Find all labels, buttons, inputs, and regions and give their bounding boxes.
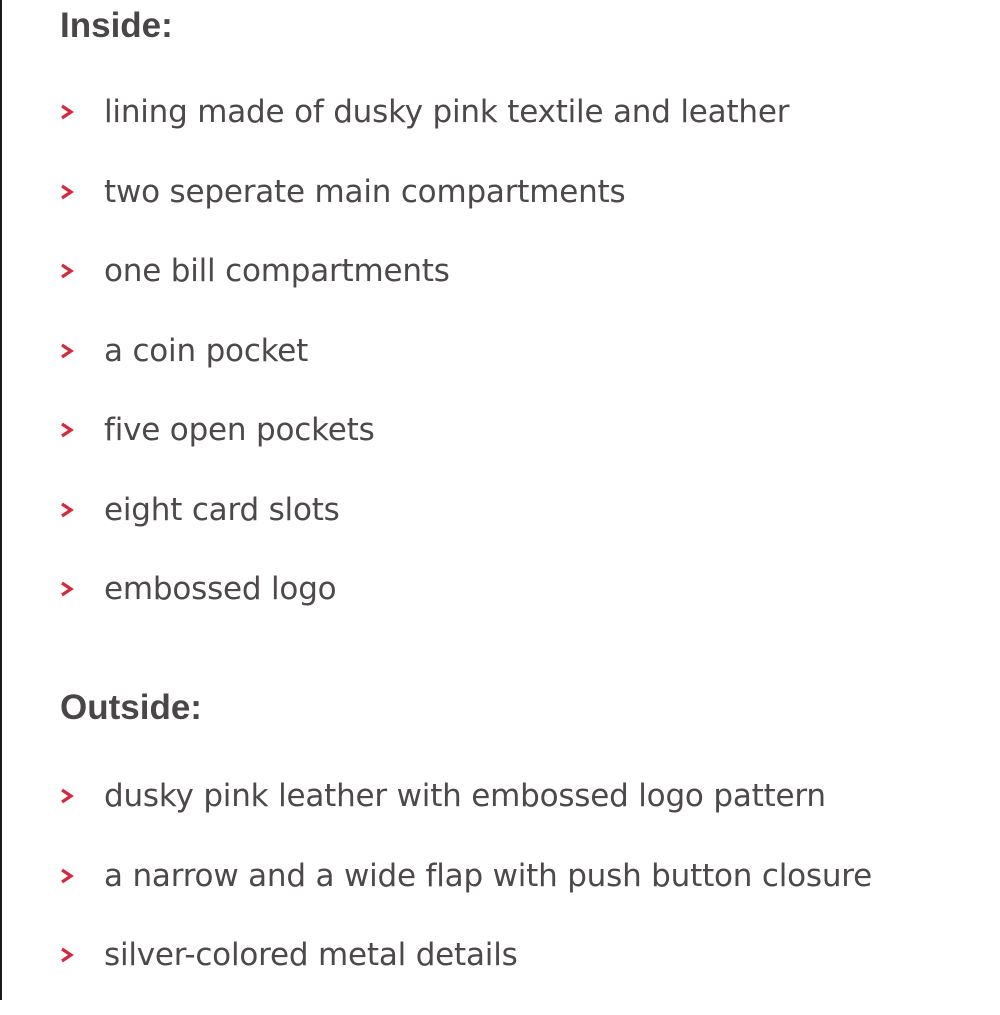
chevron-right-icon	[60, 331, 104, 371]
left-edge-divider	[0, 0, 2, 1000]
inside-feature-list	[60, 92, 789, 649]
chevron-right-icon	[60, 856, 104, 896]
list-item	[60, 172, 789, 252]
list-item	[60, 856, 872, 936]
list-item	[60, 331, 789, 411]
item-text: a narrow and a wide flap with push button closure	[104, 857, 873, 894]
chevron-right-icon	[60, 92, 104, 132]
chevron-right-icon	[60, 776, 104, 816]
inside-heading: Inside:	[60, 6, 173, 45]
item-text: lining made of dusky pink textile and leather	[104, 94, 790, 130]
list-item	[60, 776, 872, 856]
list-item	[60, 92, 789, 172]
outside-feature-list	[60, 776, 872, 1015]
list-item	[60, 935, 872, 1015]
list-item	[60, 569, 789, 649]
chevron-right-icon	[60, 172, 104, 212]
item-text: five open pockets	[104, 412, 375, 448]
item-text: a coin pocket	[104, 332, 309, 369]
list-item	[60, 251, 789, 331]
chevron-right-icon	[60, 251, 104, 291]
item-text: embossed logo	[104, 571, 337, 607]
item-text: one bill compartments	[104, 253, 450, 289]
item-text: dusky pink leather with embossed logo pattern	[104, 778, 826, 814]
chevron-right-icon	[60, 410, 104, 450]
item-text: two seperate main compartments	[104, 173, 626, 210]
list-item	[60, 410, 789, 490]
chevron-right-icon	[60, 569, 104, 609]
chevron-right-icon	[60, 490, 104, 530]
item-text: eight card slots	[104, 491, 340, 528]
item-text: silver-colored metal details	[104, 937, 518, 973]
chevron-right-icon	[60, 935, 104, 975]
outside-heading: Outside:	[60, 688, 202, 727]
list-item	[60, 490, 789, 570]
